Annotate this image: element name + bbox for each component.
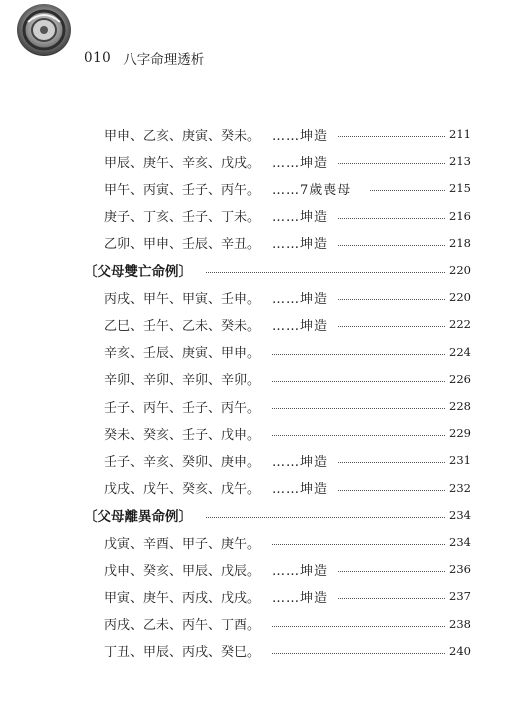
toc-entry bbox=[0, 532, 521, 552]
toc-entry-text: 辛卯、辛卯、辛卯、辛卯。 bbox=[104, 373, 261, 389]
toc-note-text: 坤造 bbox=[300, 155, 329, 171]
toc-entry-note bbox=[272, 125, 328, 144]
toc-page-number: 211 bbox=[449, 127, 471, 141]
toc-entry-note bbox=[272, 478, 328, 497]
toc-page-number: 228 bbox=[449, 399, 471, 413]
toc-dot-leader bbox=[338, 136, 445, 137]
toc-dot-leader bbox=[206, 272, 445, 273]
toc-entry-text: 甲午、丙寅、壬子、丙午。 bbox=[104, 182, 261, 198]
toc-dot-leader bbox=[338, 598, 445, 599]
book-title: 八字命理透析 bbox=[123, 52, 205, 68]
toc-note-text: 坤造 bbox=[300, 482, 329, 498]
toc-page-number: 224 bbox=[449, 344, 471, 359]
toc-leader: …… bbox=[272, 482, 300, 498]
toc-page-number: 220 bbox=[449, 263, 471, 277]
toc-entry-note bbox=[272, 587, 328, 606]
toc-leader: …… bbox=[272, 237, 300, 253]
toc-entry bbox=[0, 614, 521, 634]
toc-entry bbox=[0, 287, 521, 307]
toc-entry bbox=[0, 396, 521, 416]
toc-page-number: 237 bbox=[449, 589, 471, 604]
toc-dot-leader bbox=[272, 408, 445, 409]
toc-page-number: 220 bbox=[449, 290, 471, 305]
toc-entry bbox=[0, 151, 521, 171]
toc-entry bbox=[0, 369, 521, 389]
toc-entry-text: 壬子、丙午、壬子、丙午。 bbox=[104, 400, 261, 416]
toc-page-number: 226 bbox=[449, 371, 471, 386]
toc-entry-note bbox=[272, 451, 328, 470]
toc-note-text: 坤造 bbox=[300, 590, 329, 606]
toc-dot-leader bbox=[272, 626, 445, 627]
toc-entry-text: 乙巳、壬午、乙未、癸未。 bbox=[104, 318, 261, 334]
toc-leader: …… bbox=[272, 590, 300, 606]
toc-entry-text: 丙戌、乙未、丙午、丁酉。 bbox=[104, 618, 261, 634]
toc-page-number: 231 bbox=[449, 453, 471, 468]
toc-entry-note bbox=[272, 315, 328, 334]
toc-page-number: 218 bbox=[449, 235, 471, 250]
toc-entry bbox=[0, 342, 521, 362]
toc-leader: …… bbox=[272, 128, 300, 144]
toc-entry-text: 〔父母雙亡命例〕 bbox=[84, 264, 192, 280]
toc-note-text: 坤造 bbox=[300, 291, 329, 307]
toc-entry-text: 乙卯、甲申、壬辰、辛丑。 bbox=[104, 237, 261, 253]
toc-entry-text: 〔父母離異命例〕 bbox=[84, 508, 192, 525]
toc-dot-leader bbox=[272, 544, 445, 545]
toc-entry-text: 甲寅、庚午、丙戌、戊戌。 bbox=[104, 590, 261, 606]
toc-entry-note bbox=[272, 206, 328, 225]
toc-entry-note bbox=[272, 179, 351, 198]
toc-dot-leader bbox=[338, 163, 445, 164]
toc-dot-leader bbox=[338, 218, 445, 219]
toc-page-number: 238 bbox=[449, 616, 471, 631]
toc-page-number: 215 bbox=[449, 181, 471, 196]
toc-entry-text: 戊申、癸亥、甲辰、戊辰。 bbox=[104, 563, 261, 579]
toc-entry-text: 甲申、乙亥、庚寅、癸未。 bbox=[104, 128, 261, 144]
toc-leader: …… bbox=[272, 182, 300, 198]
toc-page-number: 232 bbox=[449, 480, 471, 495]
toc-page-number: 234 bbox=[449, 535, 471, 549]
toc-leader: …… bbox=[272, 454, 300, 470]
toc-note-text: 坤造 bbox=[300, 210, 329, 226]
toc-note-text: 坤造 bbox=[300, 563, 329, 579]
toc-note-text: 坤造 bbox=[300, 454, 329, 470]
toc-entry-text: 甲辰、庚午、辛亥、戊戌。 bbox=[104, 155, 261, 171]
toc-page-number: 229 bbox=[449, 426, 471, 441]
toc-entry bbox=[0, 586, 521, 606]
toc-entry-text: 癸未、癸亥、壬子、戊申。 bbox=[104, 427, 261, 443]
toc-entry-text: 戊戌、戊午、癸亥、戊午。 bbox=[104, 482, 261, 498]
toc-entry bbox=[0, 233, 521, 253]
toc-dot-leader bbox=[272, 354, 445, 355]
toc-entry bbox=[0, 559, 521, 579]
toc-dot-leader bbox=[272, 381, 445, 382]
toc-section-heading bbox=[0, 505, 521, 525]
toc-entry bbox=[0, 206, 521, 226]
toc-entry-note bbox=[272, 560, 328, 579]
toc-entry bbox=[0, 124, 521, 144]
toc-leader: …… bbox=[272, 563, 300, 579]
toc-note-text: 坤造 bbox=[300, 318, 329, 334]
toc-entry bbox=[0, 450, 521, 470]
toc-entry-note bbox=[272, 152, 328, 171]
toc-section-heading bbox=[0, 260, 521, 280]
toc-entry bbox=[0, 178, 521, 198]
toc-entry-note bbox=[272, 288, 328, 307]
toc-entry-text: 壬子、辛亥、癸卯、庚申。 bbox=[104, 454, 261, 470]
toc-page-number: 236 bbox=[449, 562, 471, 577]
toc-entry-text: 丙戌、甲午、甲寅、壬申。 bbox=[104, 291, 261, 307]
toc-entry-text: 辛亥、壬辰、庚寅、甲申。 bbox=[104, 346, 261, 362]
toc-dot-leader bbox=[338, 571, 445, 572]
toc-entry bbox=[0, 423, 521, 443]
toc-dot-leader bbox=[338, 462, 445, 463]
toc-dot-leader bbox=[272, 653, 445, 654]
toc-note-text: 坤造 bbox=[300, 237, 329, 253]
toc-page-number: 240 bbox=[449, 643, 471, 658]
toc-note-text: 坤造 bbox=[300, 128, 329, 144]
toc-entry-note bbox=[272, 233, 328, 252]
toc-dot-leader bbox=[370, 190, 445, 191]
toc-page-number: 213 bbox=[449, 154, 471, 169]
toc-leader: …… bbox=[272, 318, 300, 334]
toc-entry bbox=[0, 478, 521, 498]
toc-dot-leader bbox=[206, 517, 445, 518]
page-number: 010 bbox=[84, 50, 112, 66]
toc-dot-leader bbox=[272, 435, 445, 436]
toc-dot-leader bbox=[338, 245, 445, 246]
toc-leader: …… bbox=[272, 210, 300, 226]
toc-page-number: 234 bbox=[449, 507, 471, 522]
toc-dot-leader bbox=[338, 326, 445, 327]
toc-note-text: 7歲喪母 bbox=[300, 182, 352, 198]
toc-leader: …… bbox=[272, 291, 300, 307]
toc-entry-text: 庚子、丁亥、壬子、丁未。 bbox=[104, 210, 261, 226]
toc-page-number: 222 bbox=[449, 317, 471, 332]
toc-entry-text: 丁丑、甲辰、丙戌、癸巳。 bbox=[104, 645, 261, 661]
toc-leader: …… bbox=[272, 155, 300, 171]
toc-dot-leader bbox=[338, 490, 445, 491]
toc-entry bbox=[0, 641, 521, 661]
toc-entry bbox=[0, 314, 521, 334]
toc-entry-text: 戊寅、辛酉、甲子、庚午。 bbox=[104, 536, 261, 552]
toc-dot-leader bbox=[338, 299, 445, 300]
toc-page-number: 216 bbox=[449, 208, 471, 223]
